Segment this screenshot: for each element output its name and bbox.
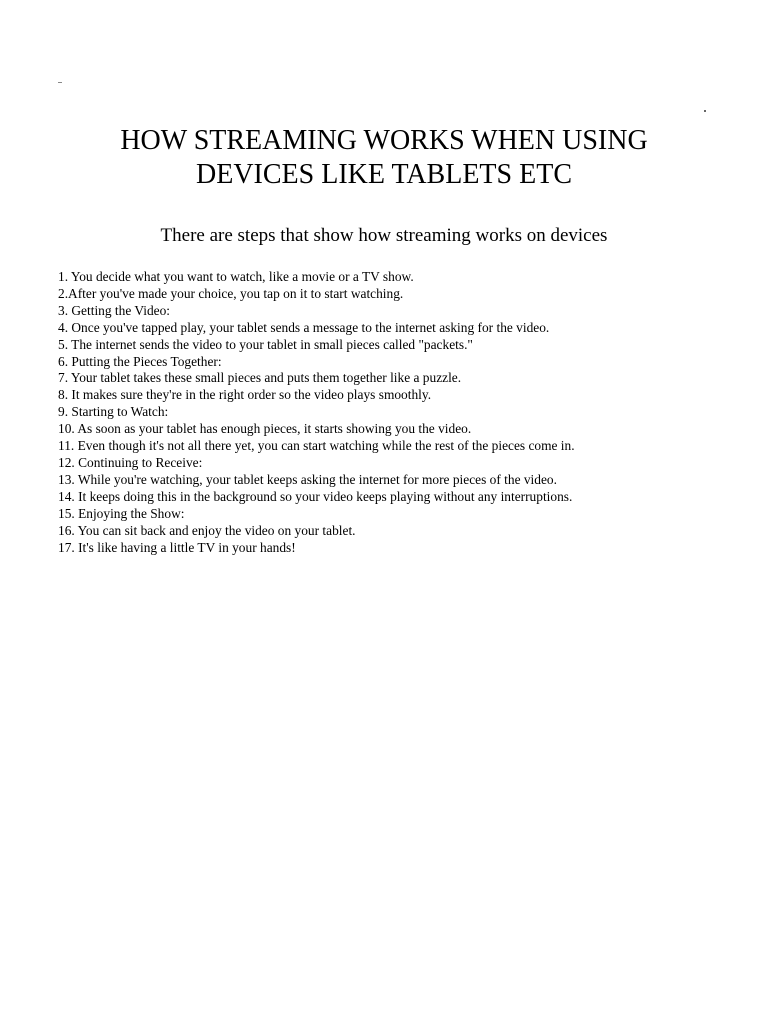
- step-item: 3. Getting the Video:: [58, 302, 171, 318]
- title-line-2: DEVICES LIKE TABLETS ETC: [196, 159, 572, 190]
- step-item: 14. It keeps doing this in the background so your video keeps playing without any interruptions.: [58, 488, 573, 504]
- stray-mark-right: [704, 110, 706, 112]
- document-title: [60, 124, 708, 192]
- stray-mark-left: [58, 82, 62, 83]
- steps-list: [58, 269, 738, 556]
- step-item: 12. Continuing to Receive:: [58, 454, 203, 470]
- title-line-1: HOW STREAMING WORKS WHEN USING: [120, 125, 648, 156]
- step-item: 16. You can sit back and enjoy the video on your tablet.: [58, 522, 356, 538]
- step-item: 10. As soon as your tablet has enough pieces, it starts showing you the video.: [58, 421, 472, 437]
- step-item: 9. Starting to Watch:: [58, 404, 169, 420]
- step-item: 8. It makes sure they're in the right order so the video plays smoothly.: [58, 387, 432, 403]
- step-item: 1. You decide what you want to watch, like a movie or a TV show.: [58, 269, 414, 284]
- step-item: 4. Once you've tapped play, your tablet sends a message to the internet asking for the video.: [58, 319, 550, 335]
- step-item: 5. The internet sends the video to your tablet in small pieces called "packets.": [58, 336, 473, 352]
- step-item: 6. Putting the Pieces Together:: [58, 353, 222, 369]
- step-item: 7. Your tablet takes these small pieces and puts them together like a puzzle.: [58, 370, 462, 386]
- step-item: 15. Enjoying the Show:: [58, 505, 185, 521]
- document-subtitle: There are steps that show how streaming works on devices: [160, 225, 608, 246]
- step-item: 17. It's like having a little TV in your hands!: [58, 539, 296, 555]
- step-item: 2.After you've made your choice, you tap on it to start watching.: [58, 285, 404, 301]
- step-item: 11. Even though it's not all there yet, you can start watching while the rest of the pieces come in.: [58, 438, 575, 454]
- step-item: 13. While you're watching, your tablet keeps asking the internet for more pieces of the video.: [58, 471, 557, 487]
